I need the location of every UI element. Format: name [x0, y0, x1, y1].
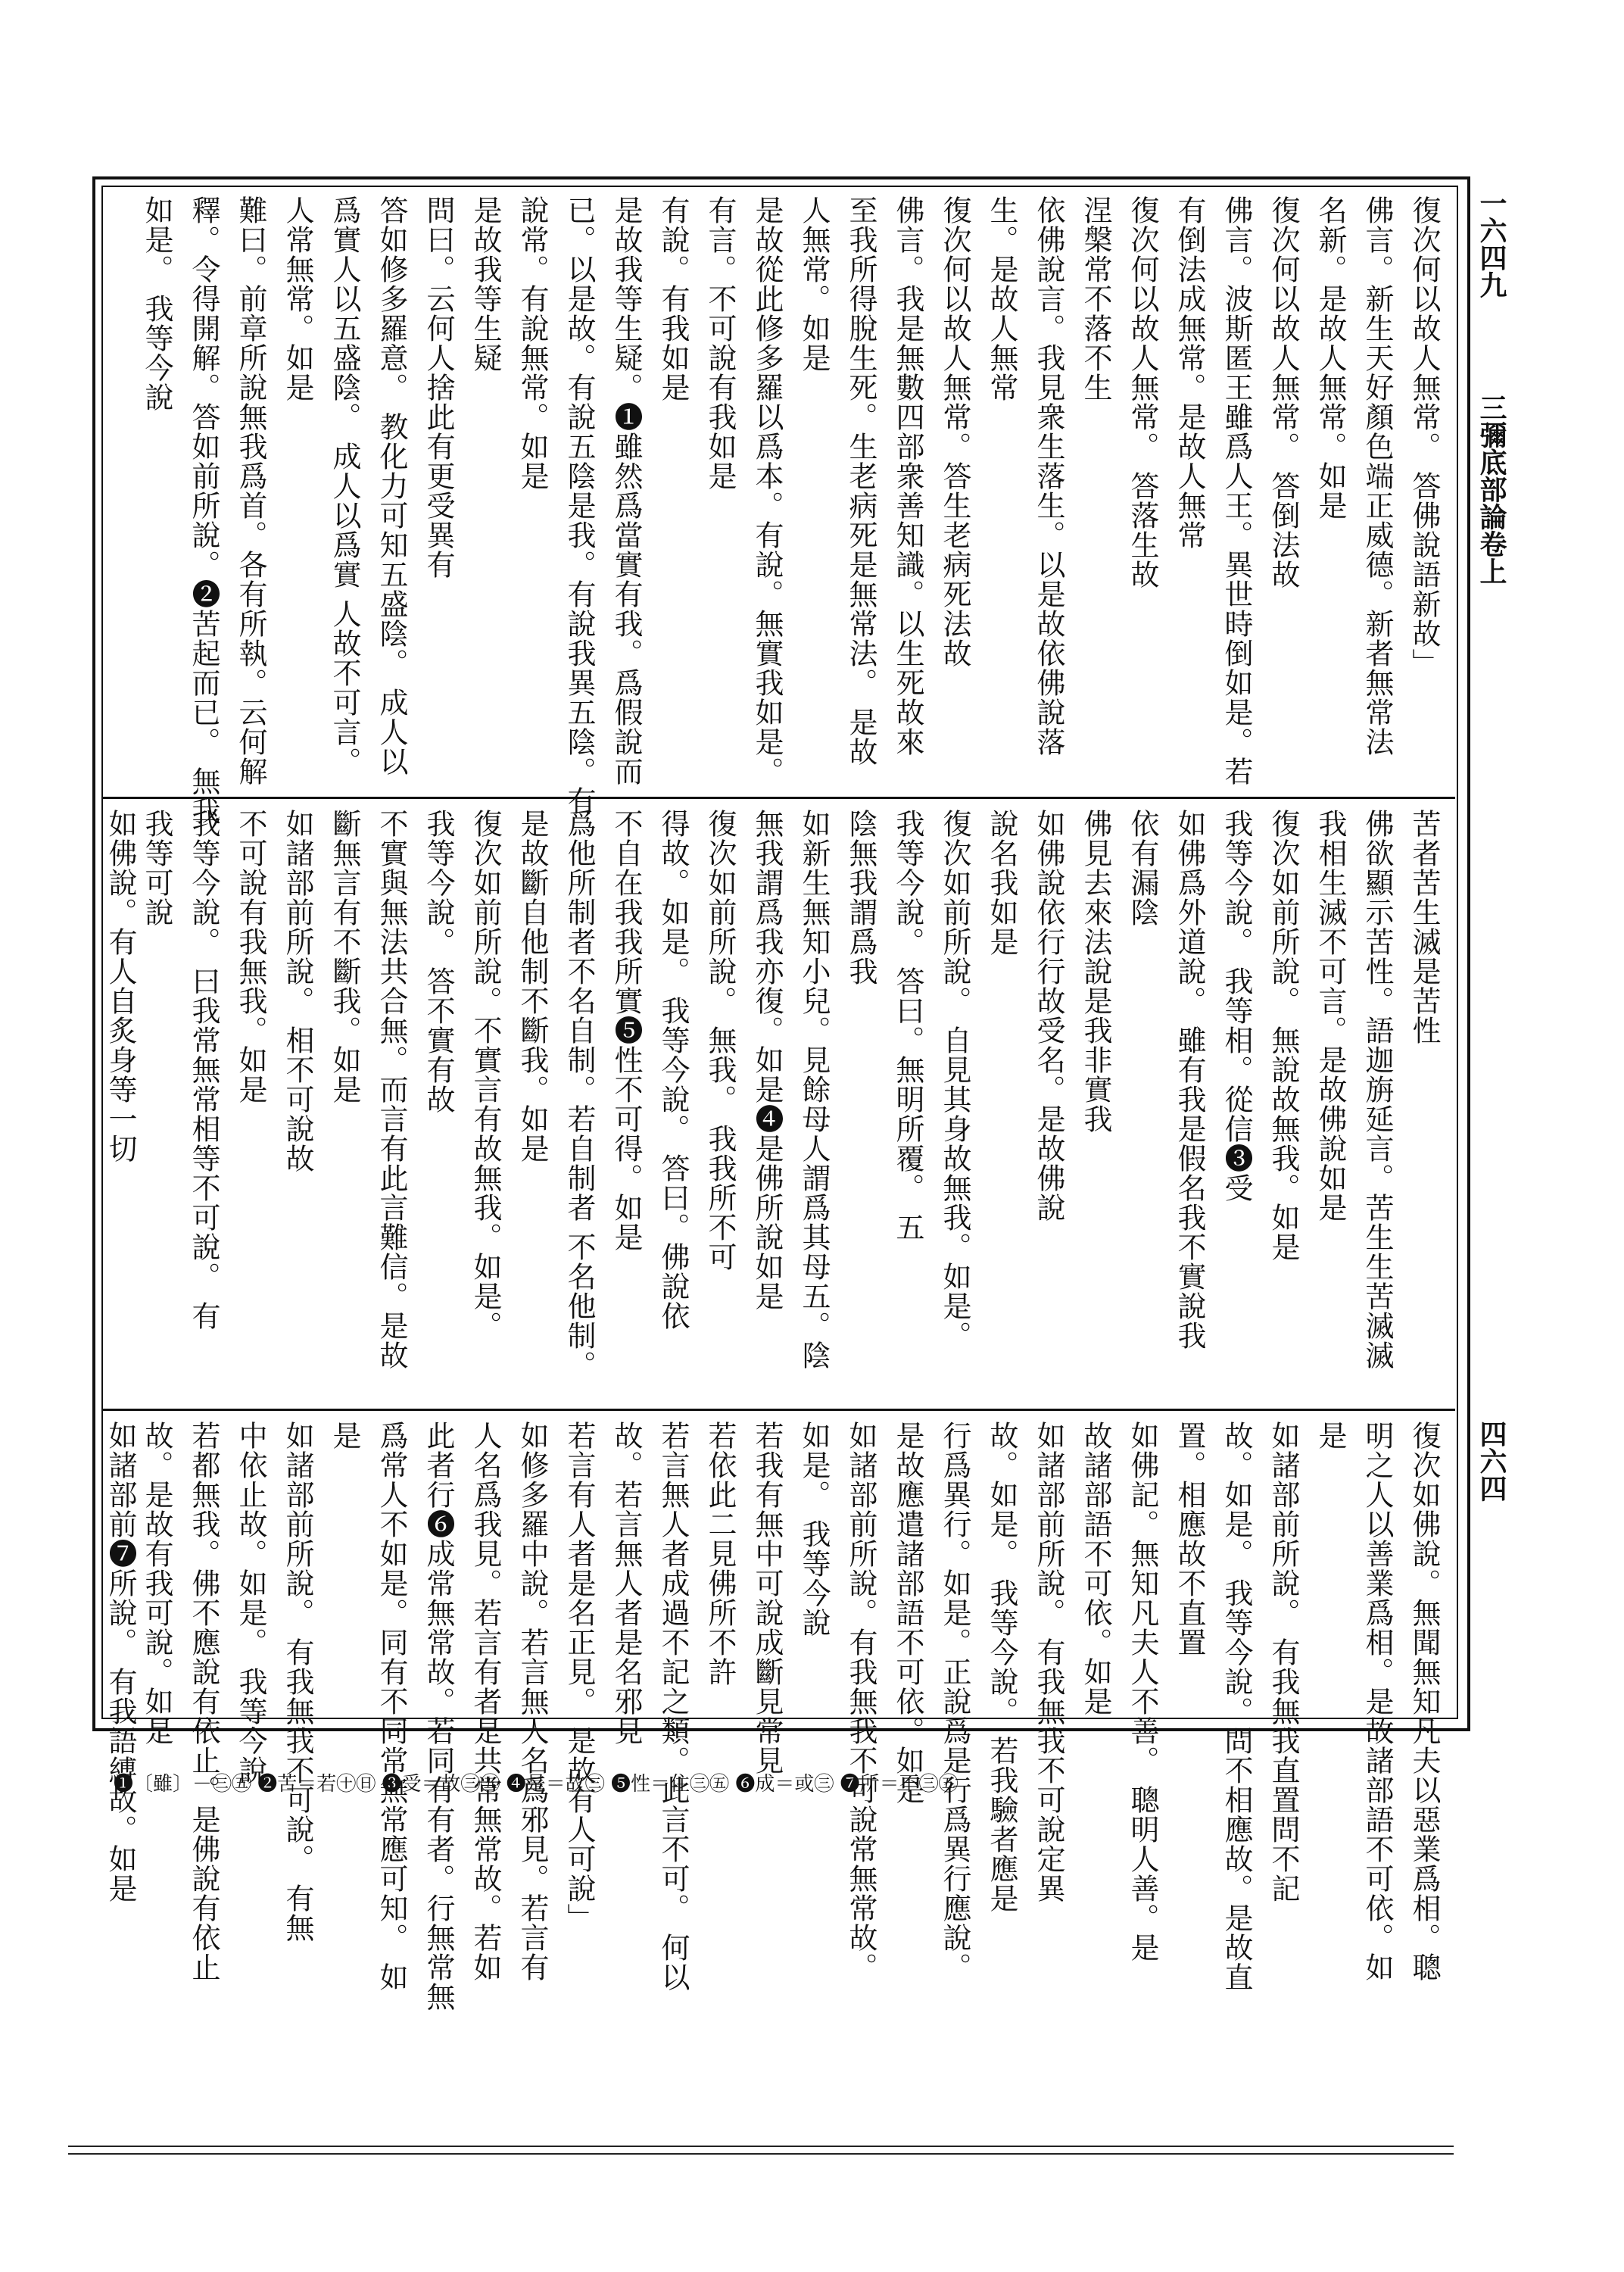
text-column: 爲他所制者不名自制。若自制者 不名他制。: [563, 809, 596, 1381]
text-column: 故。如是。 我等今說。 若我驗者應是: [985, 1421, 1018, 1914]
text-column: 如諸部前所說。 相不可說故: [281, 809, 314, 1174]
text-column: 如新生無知小兒。見餘母人謂爲其母五。陰: [797, 809, 831, 1370]
text-column: 若言無人者成過不記之類。此言不可。 何以: [656, 1421, 690, 1993]
text-column: 無我謂爲我亦復。如是❹是佛所說如是: [750, 809, 784, 1311]
text-column: 若依此二見佛所不許: [703, 1421, 737, 1687]
text-column: 說常。有說無常。如是: [516, 195, 549, 491]
text-column: 如佛記。無知凡夫人不善。 聰明人善。是: [1126, 1421, 1159, 1963]
text-column: 若我有無中可說成斷見常見: [750, 1421, 784, 1775]
text-column: 我等今說。 答不實有故: [422, 809, 455, 1115]
text-column: 如諸部前❼所說。 有我語縛故。如是: [104, 1421, 137, 1904]
text-column: 人名爲我見。若言有者是共常無常故。若如: [469, 1421, 502, 1982]
text-column: 故。是故有我可說。如是: [140, 1421, 173, 1746]
text-column: 復次如前所說。 無我。 我我所不可: [703, 809, 737, 1272]
footnotes: ❶〔雖〕－㊂㊄ ❷苦＝若㊉㊐ ❸受＝故㊂㊄ ❹是＝故㊂ ❺性＝住㊂㊄ ❻成＝或㊂ ❼所＝不㊂㊄: [114, 1773, 959, 1796]
text-column: 我等可說: [140, 809, 173, 927]
text-column: 復次何以故人無常。 答佛說語新故」: [1407, 195, 1441, 679]
text-column: 如諸部前所說。 有我無我不可說定異: [1032, 1421, 1065, 1904]
text-column: 復次何以故人無常。答生老病死法故: [938, 195, 971, 668]
text-column: 如佛爲外道說。 雖有我是假名我不實說我: [1173, 809, 1206, 1351]
text-column: 佛言。我是無數四部衆善知識。以生死故來: [891, 195, 924, 757]
text-column: 復次如前所說。不實言有故無我。如是。: [469, 809, 502, 1340]
text-column: 故諸部語不可依。如是: [1079, 1421, 1112, 1716]
text-column: 是: [328, 1421, 361, 1450]
text-column: 人常無常。如是: [281, 195, 314, 402]
text-column: 我等今說。 我等相。從信❸受: [1220, 809, 1253, 1203]
text-column: 復次何以故人無常。 答倒法故: [1267, 195, 1300, 590]
bottom-rule-1: [68, 2146, 1454, 2147]
text-column: 我相生滅不可言。是故佛說如是: [1314, 809, 1347, 1222]
text-column: 爲常人不如是。同有不同常無常應可知。 如: [375, 1421, 408, 1993]
text-column: 不自在我我所實❺性不可得。如是: [609, 809, 643, 1252]
text-column: 涅槃常不落不生: [1079, 195, 1112, 402]
text-column: 是故從此修多羅以爲本。有說。無實我如是。: [750, 195, 784, 786]
text-column: 不可說有我無我。如是: [234, 809, 267, 1104]
text-column: 斷無言有不斷我。如是: [328, 809, 361, 1104]
running-title: 三彌底部論卷上: [1476, 394, 1507, 585]
text-column: 復次如前所說。 自見其身故無我。如是。: [938, 809, 971, 1351]
section-divider-top: [101, 797, 1455, 799]
text-column: 佛見去來法說是我非實我: [1079, 809, 1112, 1134]
text-column: 是故應遣諸部語不可依。如是: [891, 1421, 924, 1805]
bottom-rule-2: [68, 2153, 1454, 2155]
text-column: 置。相應故不直置: [1173, 1421, 1206, 1657]
text-column: 苦者苦生滅是苦性: [1407, 809, 1441, 1045]
text-column: 佛言。波斯匿王雖爲人王。異世時倒如是。若: [1220, 195, 1253, 786]
text-column: 得故。如是。 我等今說。 答曰。佛說依: [656, 809, 690, 1331]
text-column: 生。是故人無常: [985, 195, 1018, 402]
text-column: 故。如是。 我等今說。問不相應故。是故直: [1220, 1421, 1253, 1993]
text-column: 答如修多羅意。 教化力可知五盛陰。 成人以: [375, 195, 408, 777]
page-number-left: 一六四九: [1476, 189, 1507, 298]
text-column: 如諸部前所說。有我無我不可說常無常故。: [844, 1421, 877, 1982]
text-column: 釋。令得開解。答如前所說。❷苦起而已。 無我: [187, 195, 220, 826]
text-column: 爲實人以五盛陰。 成人以爲實 人故不可言。: [328, 195, 361, 777]
text-column: 如佛說依行行故受名。是故佛說: [1032, 809, 1065, 1222]
text-column: 陰無我謂爲我: [844, 809, 877, 986]
text-column: 難曰。前章所說無我爲首。各有所執。云何解: [234, 195, 267, 786]
text-column: 如是。 我等今說: [797, 1421, 831, 1638]
section-divider-bottom: [101, 1409, 1455, 1411]
text-column: 如是。 我等今說: [140, 195, 173, 413]
text-column: 是故斷自他制不斷我。如是: [516, 809, 549, 1163]
text-column: 中依止故。如是。 我等今說: [234, 1421, 267, 1786]
text-column: 明之人以善業爲相。是故諸部語不可依。如: [1361, 1421, 1394, 1982]
text-column: 依佛說言。我見衆生落生。以是故依佛說落: [1032, 195, 1065, 757]
text-column: 是故我等生疑: [469, 195, 502, 373]
text-column: 是故我等生疑。❶雖然爲當實有我。爲假說而: [609, 195, 643, 786]
text-column: 若言有人者是名正見。 是故有人可說」: [563, 1421, 596, 1933]
text-column: 如諸部前所說。 有我無我直置問不記: [1267, 1421, 1300, 1904]
text-column: 是: [1314, 1421, 1347, 1450]
text-column: 人無常。如是: [797, 195, 831, 373]
text-column: 依有漏陰: [1126, 809, 1159, 927]
text-column: 有言。不可說有我如是: [703, 195, 737, 491]
text-column: 如修多羅中說。若言無人名爲邪見。若言有: [516, 1421, 549, 1982]
text-column: 我等今說。 答曰。無明所覆。 五: [891, 809, 924, 1243]
text-column: 名新。是故人無常。如是: [1314, 195, 1347, 520]
text-column: 佛欲顯示苦性。語迦旃延言。苦生生苦滅滅: [1361, 809, 1394, 1370]
text-column: 如佛說。有人自炙身等一切: [104, 809, 137, 1163]
text-column: 問曰。云何人捨此有更受異有: [422, 195, 455, 579]
text-column: 如諸部前所說。 有我無我不可說。 有無: [281, 1421, 314, 1943]
text-column: 我等今說。 曰我常無常相等不可說。 有: [187, 809, 220, 1331]
text-column: 至我所得脫生死。生老病死是無常法。 是故: [844, 195, 877, 767]
text-column: 說名我如是: [985, 809, 1018, 957]
text-column: 不實與無法共合無。而言有此言難信。是故: [375, 809, 408, 1370]
text-column: 已。以是故。有說五陰是我。有說我異五陰。有: [563, 195, 596, 816]
text-column: 復次如前所說。 無說故無我。如是: [1267, 809, 1300, 1262]
text-column: 行爲異行。如是。正說爲是行爲異行應說。: [938, 1421, 971, 1982]
text-column: 復次何以故人無常。 答落生故: [1126, 195, 1159, 590]
page-number-right: 四六四: [1476, 1420, 1507, 1502]
text-column: 佛言。新生天好顏色端正威德。新者無常法: [1361, 195, 1394, 757]
text-column: 故。若言無人者是名邪見: [609, 1421, 643, 1746]
text-column: 此者行❻成常無常故。若同有有者。行無常無: [422, 1421, 455, 2011]
text-column: 若都無我。佛不應說有依止。是佛說有依止: [187, 1421, 220, 1982]
text-column: 復次如佛說。無聞無知凡夫以惡業爲相。聰: [1407, 1421, 1441, 1982]
text-column: 有說。有我如是: [656, 195, 690, 402]
text-column: 有倒法成無常。是故人無常: [1173, 195, 1206, 550]
